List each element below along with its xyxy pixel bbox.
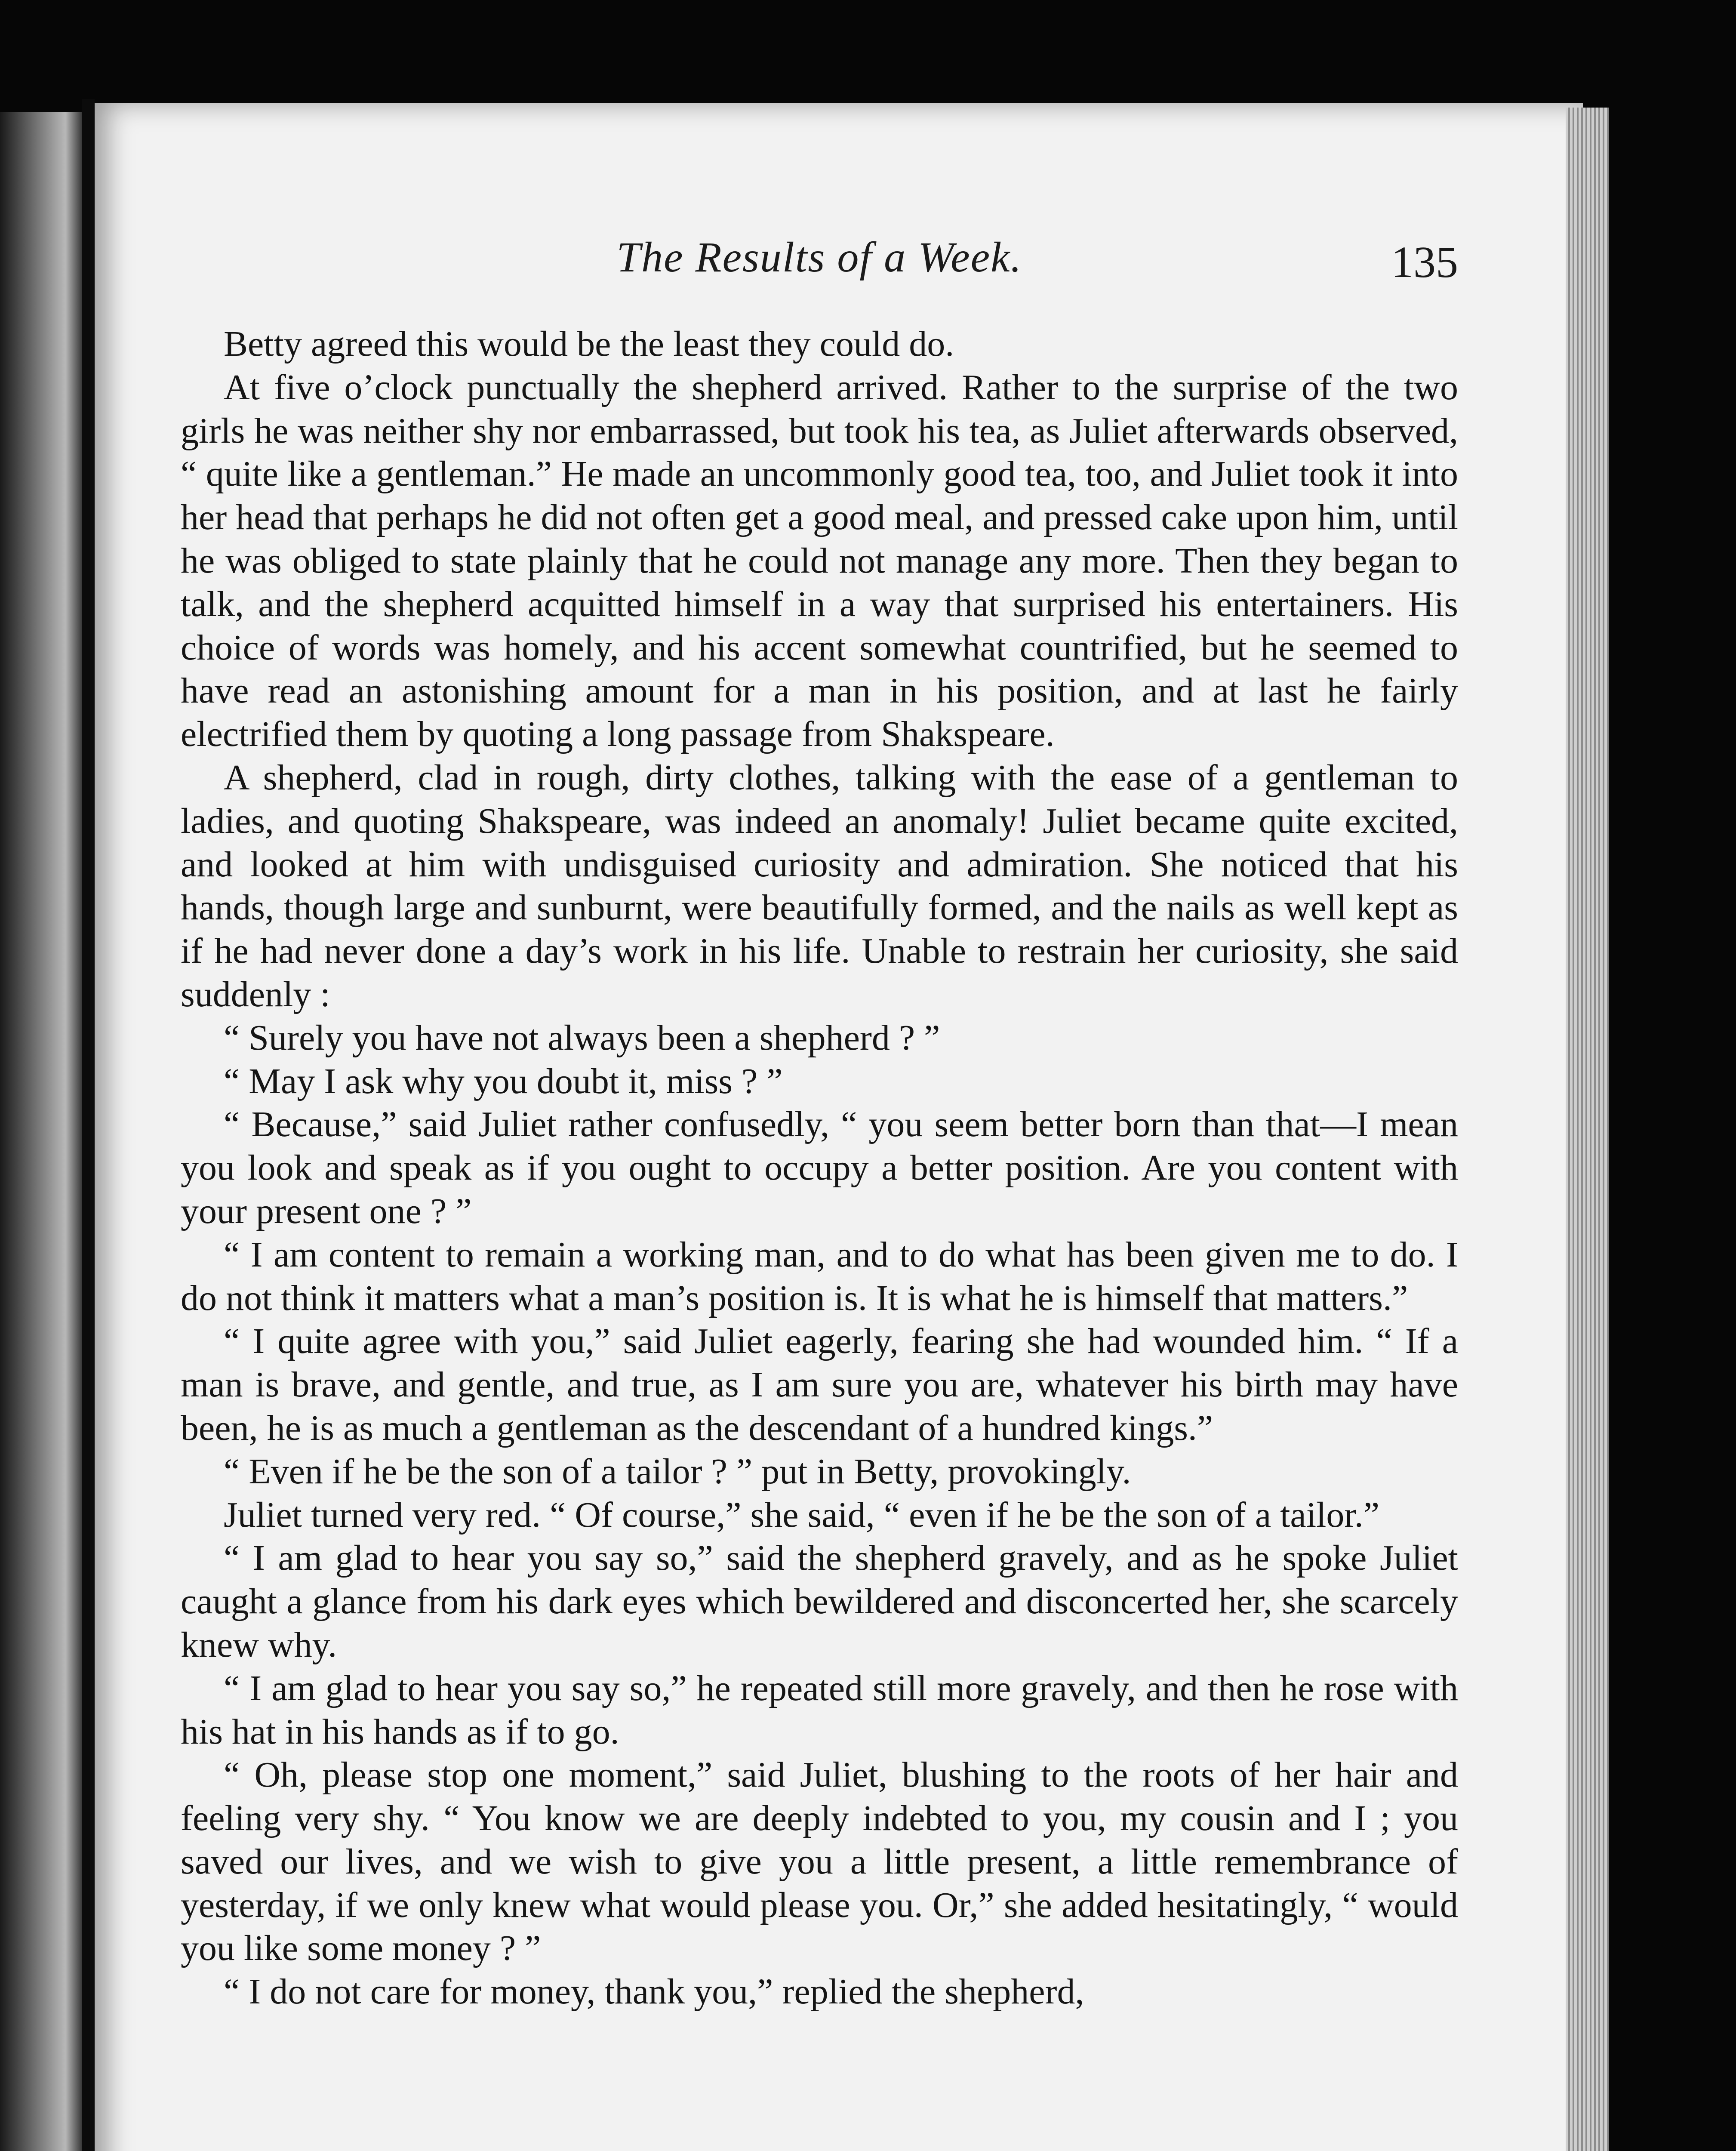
paragraph: A shepherd, clad in rough, dirty clothes, talking with the ease of a gentleman to ladies, and quoting Shakspeare, was indeed an anomaly! Juliet became quite excited, and looked at him with undisguised curiosity and admiration. She noticed that his hands, though large and sunburnt, were beautifully formed, and the nails as well kept as if he had never done a day’s work in his life. Unable to restrain her curiosity, she said suddenly : — [181, 757, 1458, 1014]
paragraph: “ I quite agree with you,” said Juliet eagerly, fearing she had wounded him. “ If a man is brave, and gentle, and true, as I am sure you are, whatever his birth may have been, he is as much a gentleman as the descendant of a hundred kings.” — [181, 1321, 1458, 1448]
paragraph: “ May I ask why you doubt it, miss ? ” — [224, 1061, 783, 1101]
paragraph: “ Surely you have not always been a shepherd ? ” — [224, 1017, 940, 1058]
paragraph: “ Because,” said Juliet rather confusedly, “ you seem better born than that—I mean you look and speak as if you ought to occupy a better position. Are you content with your present one ? ” — [181, 1104, 1458, 1231]
page-number: 135 — [1391, 237, 1458, 287]
paragraph: “ Even if he be the son of a tailor ? ” put in Betty, provokingly. — [224, 1451, 1131, 1492]
paragraph: “ I am glad to hear you say so,” he repeated still more gravely, and then he rose with his hat in his hands as if to go. — [181, 1668, 1458, 1752]
paragraph: Juliet turned very red. “ Of course,” she said, “ even if he be the son of a tailor.” — [224, 1495, 1380, 1535]
paragraph: Betty agreed this would be the least they could do. — [224, 324, 954, 364]
paragraph: “ I do not care for money, thank you,” replied the shepherd, — [224, 1972, 1084, 2012]
paragraph: “ I am content to remain a working man, and to do what has been given me to do. I do not think it matters what a man’s position is. It is what he is himself that matters.” — [181, 1234, 1458, 1318]
running-title: The Results of a Week. — [616, 233, 1022, 281]
body-text — [181, 323, 1458, 2151]
running-head — [181, 232, 1458, 293]
paragraph: “ Oh, please stop one moment,” said Juliet, blushing to the roots of her hair and feeling very shy. “ You know we are deeply indebted to you, my cousin and I ; you saved our lives, and we wish to give you a little present, a little remembrance of yesterday, if we only knew what would please you. Or,” she added hesitatingly, “ would you like some money ? ” — [181, 1755, 1458, 1969]
page-stack-edge — [1566, 108, 1609, 2151]
facing-page-edge — [0, 112, 82, 2151]
book-gutter — [82, 99, 95, 2151]
paragraph: At five o’clock punctually the shepherd arrived. Rather to the surprise of the two girls he was neither shy nor embarrassed, but took his tea, as Juliet afterwards observed, “ quite like a gentleman.” He made an uncommonly good tea, too, and Juliet took it into her head that perhaps he did not often get a good meal, and pressed cake upon him, until he was obliged to state plainly that he could not manage any more. Then they began to talk, and the shepherd acquitted himself in a way that surprised his entertainers. His choice of words was homely, and his accent somewhat countrified, but he seemed to have read an astonishing amount for a man in his position, and at last he fairly electrified them by quoting a long passage from Shakspeare. — [181, 367, 1458, 755]
paragraph: “ I am glad to hear you say so,” said the shepherd gravely, and as he spoke Juliet caught a glance from his dark eyes which bewildered and disconcerted her, she scarcely knew why. — [181, 1538, 1458, 1665]
